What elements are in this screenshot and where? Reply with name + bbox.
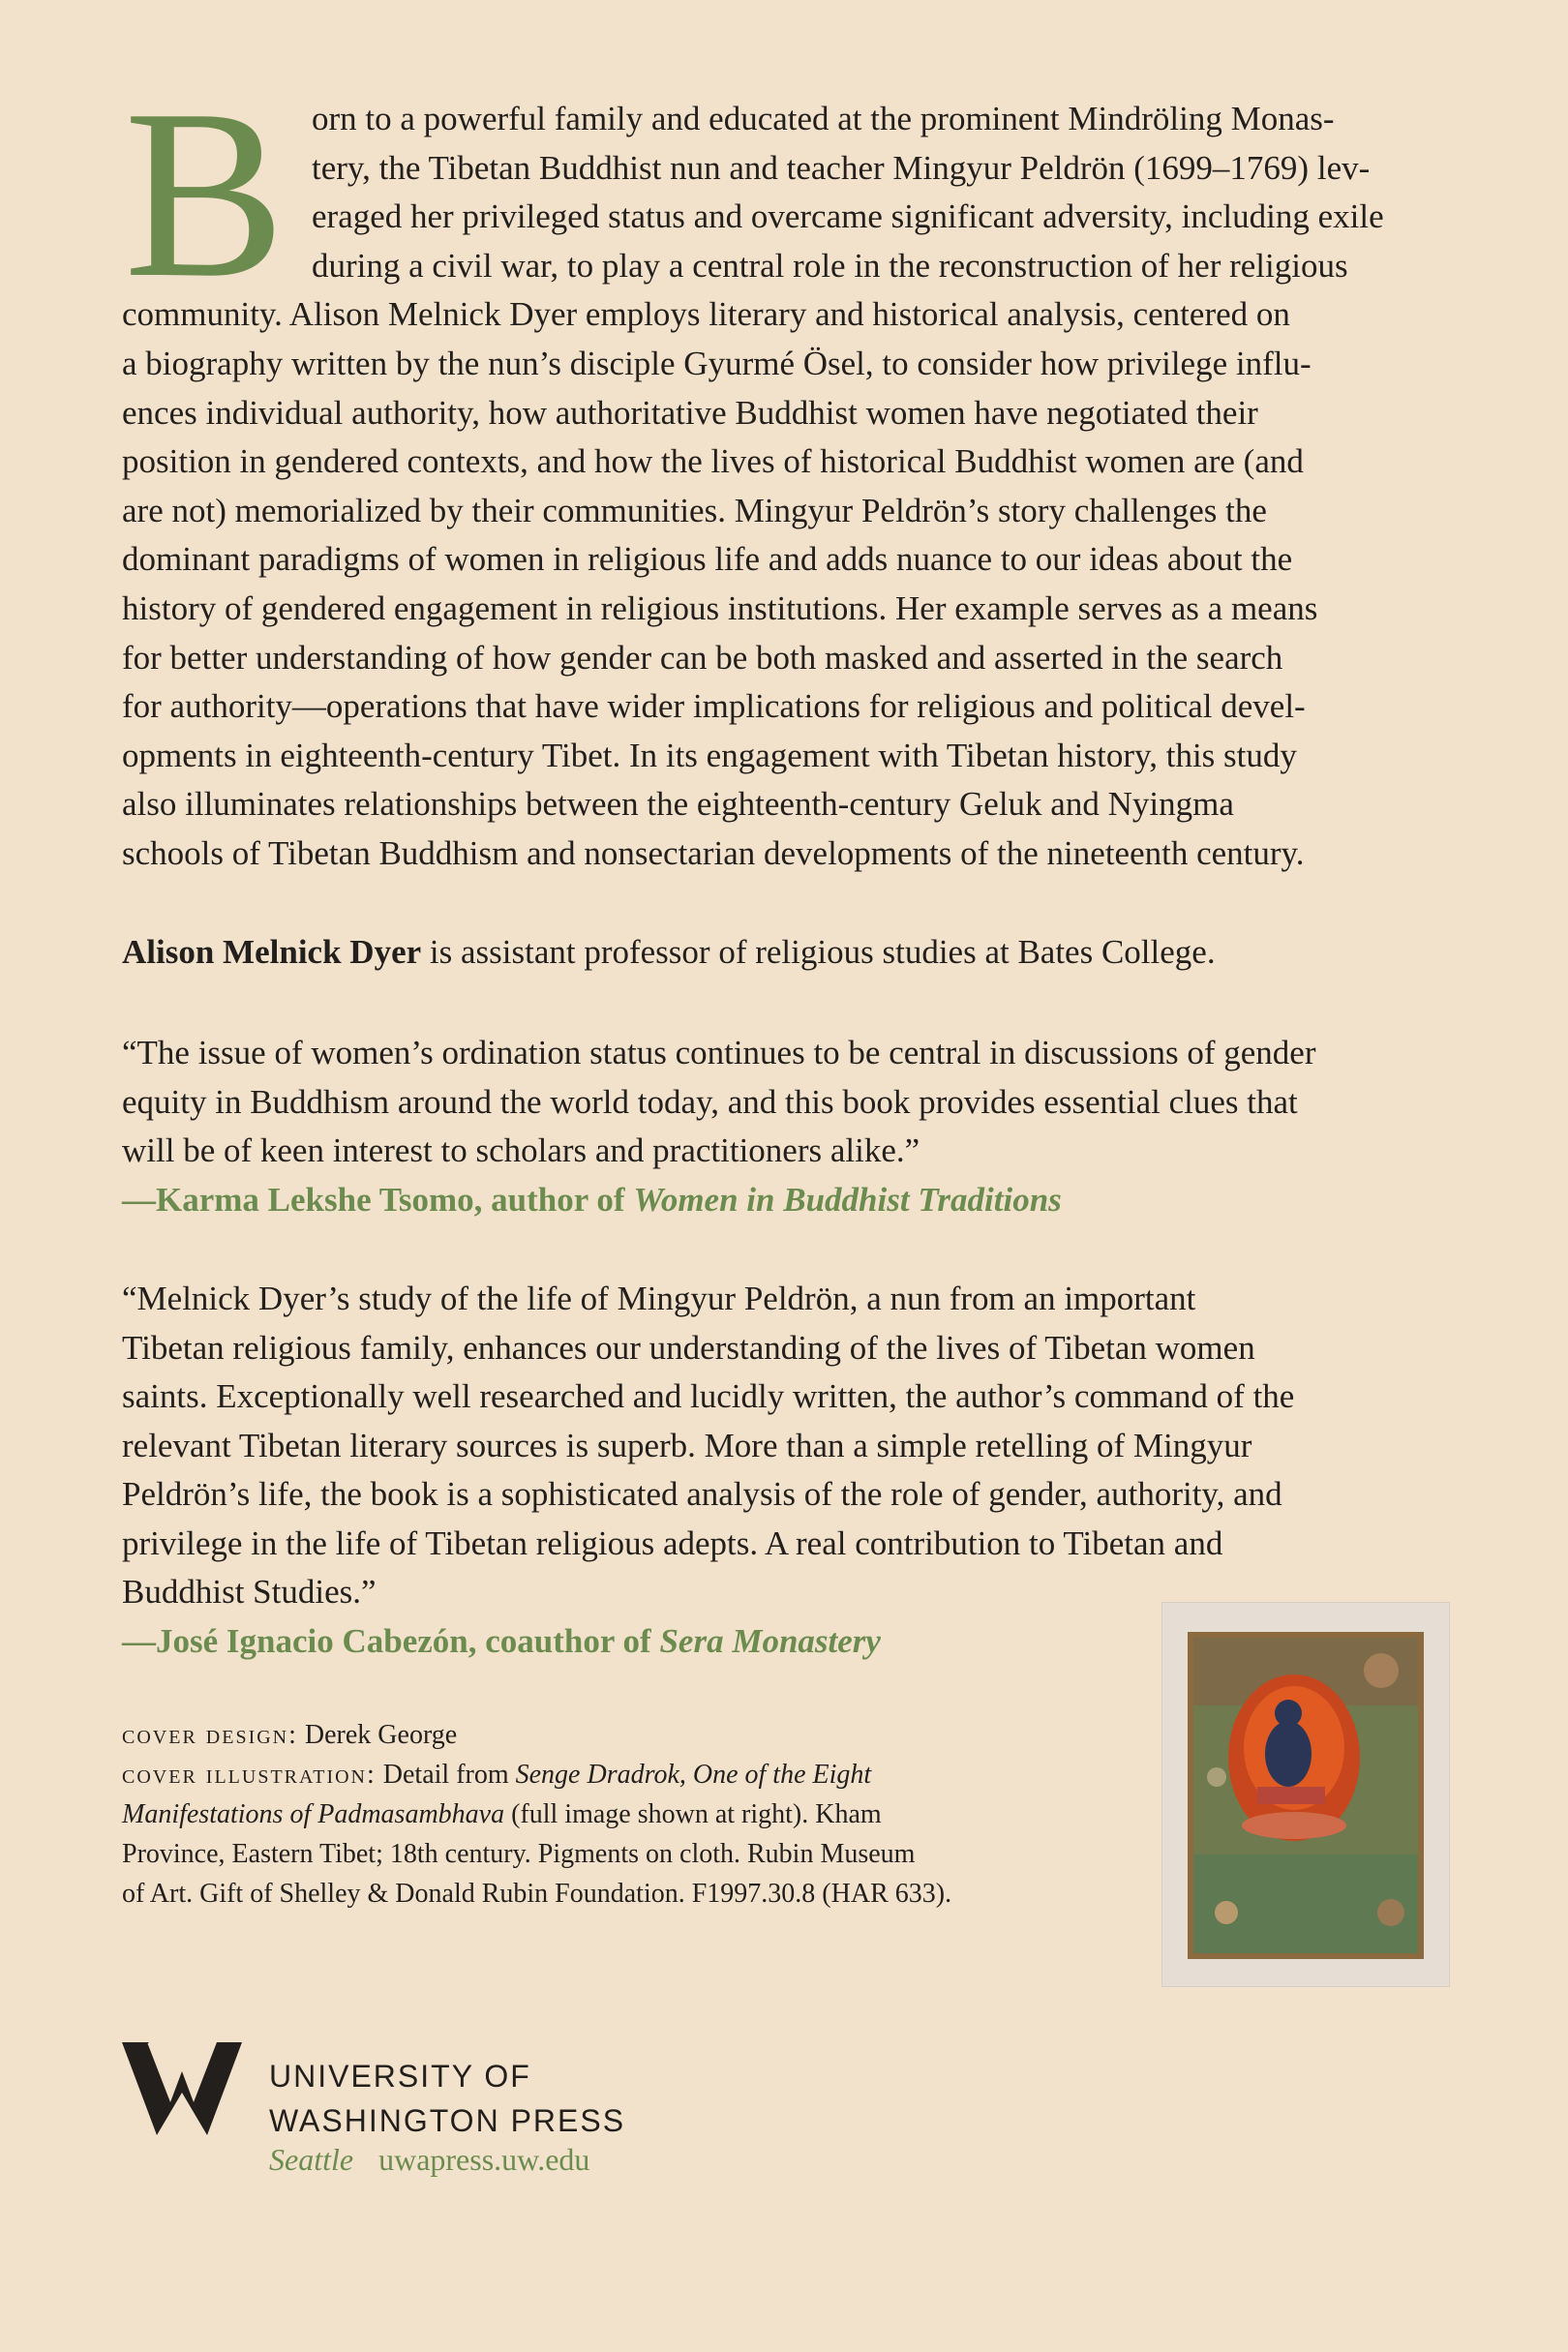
credit-label: cover illustration: <box>122 1760 377 1790</box>
cover-illustration-credit <box>122 1755 1090 1794</box>
attribution-name: —José Ignacio Cabezón, coauthor of <box>122 1621 660 1660</box>
description-line: tery, the Tibetan Buddhist nun and teacher Mingyur Peldrön (1699–1769) lev- <box>312 148 1371 187</box>
author-bio <box>122 933 1448 972</box>
quote-line: “The issue of women’s ordination status continues to be central in discussions of gender <box>122 1034 1316 1071</box>
description-line: during a civil war, to play a central role in the reconstruction of her religious <box>312 246 1348 285</box>
description-line: a biography written by the nun’s disciple Gyurmé Ösel, to consider how privilege influ- <box>122 344 1312 382</box>
attribution-work: Sera Monastery <box>659 1621 881 1660</box>
description-line: position in gendered contexts, and how the lives of historical Buddhist women are (and <box>122 442 1304 481</box>
drop-cap: B <box>124 60 286 328</box>
attribution-work: Women in Buddhist Traditions <box>633 1180 1062 1219</box>
description-line: history of gendered engagement in religious institutions. Her example serves as a means <box>122 588 1318 627</box>
credit-label: cover design: <box>122 1720 298 1750</box>
description-line: are not) memorialized by their communities. Mingyur Peldrön’s story challenges the <box>122 491 1267 529</box>
credit-line: of Art. Gift of Shelley & Donald Rubin Foundation. F1997.30.8 (HAR 633). <box>122 1879 952 1909</box>
description-line: ences individual authority, how authoritative Buddhist women have negotiated their <box>122 393 1258 432</box>
attribution-name: —Karma Lekshe Tsomo, author of <box>122 1180 634 1219</box>
description-line: eraged her privileged status and overcame significant adversity, including exile <box>312 197 1384 236</box>
quote-line: relevant Tibetan literary sources is superb. More than a simple retelling of Mingyur <box>122 1426 1252 1464</box>
press-url[interactable]: uwapress.uw.edu <box>378 2142 590 2177</box>
press-name-line: UNIVERSITY OF <box>269 2059 531 2094</box>
credit-value: Derek George <box>297 1720 458 1750</box>
quote-line: Tibetan religious family, enhances our understanding of the lives of Tibetan women <box>122 1328 1255 1367</box>
quote-line: saints. Exceptionally well researched and lucidly written, the author’s command of the <box>122 1377 1295 1415</box>
description-line: opments in eighteenth-century Tibet. In its engagement with Tibetan history, this study <box>122 736 1297 774</box>
endorsement-1 <box>122 1029 1448 1224</box>
quote-line: Peldrön’s life, the book is a sophisticated analysis of the role of gender, authority, and <box>122 1475 1282 1513</box>
press-name <box>269 2054 625 2143</box>
press-logo-icon <box>122 2042 242 2135</box>
credit-text: (full image shown at right). Kham <box>504 1799 882 1829</box>
painting-illustration <box>1188 1632 1424 1959</box>
quote-line: privilege in the life of Tibetan religious adepts. A real contribution to Tibetan and <box>122 1523 1223 1562</box>
quote-line: Buddhist Studies.” <box>122 1573 377 1611</box>
description-line: schools of Tibetan Buddhism and nonsectarian developments of the nineteenth century. <box>122 833 1305 872</box>
artwork-title: Manifestations of Padmasambhava <box>122 1799 505 1829</box>
description-line: community. Alison Melnick Dyer employs literary and historical analysis, centered on <box>122 295 1290 334</box>
quote-line: will be of keen interest to scholars and practitioners alike.” <box>122 1131 920 1169</box>
press-name-line: WASHINGTON PRESS <box>269 2103 626 2138</box>
description-line: dominant paradigms of women in religious life and adds nuance to our ideas about the <box>122 540 1293 579</box>
description-line: for better understanding of how gender can be both masked and asserted in the search <box>122 638 1283 677</box>
quote-line: “Melnick Dyer’s study of the life of Mingyur Peldrön, a nun from an important <box>122 1280 1196 1317</box>
author-name: Alison Melnick Dyer <box>122 933 422 971</box>
credit-line <box>122 1794 1090 1834</box>
quote-line: equity in Buddhism around the world today, and this book provides essential clues that <box>122 1082 1298 1121</box>
quote-attribution <box>122 1176 1448 1225</box>
thangka-painting-image <box>1161 1602 1450 1987</box>
artwork-title: Senge Dradrok, One of the Eight <box>515 1760 872 1790</box>
credit-line: Province, Eastern Tibet; 18th century. Pigments on cloth. Rubin Museum <box>122 1839 916 1869</box>
press-location <box>269 2142 589 2178</box>
description-line: for authority—operations that have wider implications for religious and political devel- <box>122 687 1306 726</box>
author-bio-text: is assistant professor of religious studies at Bates College. <box>421 933 1216 971</box>
press-city: Seattle <box>269 2142 354 2177</box>
cover-design-credit <box>122 1715 1090 1755</box>
description-line: also illuminates relationships between the eighteenth-century Geluk and Nyingma <box>122 785 1234 824</box>
description-line: orn to a powerful family and educated at the prominent Mindröling Monas- <box>312 100 1335 137</box>
cover-credits <box>122 1715 1090 1914</box>
credit-text: Detail from <box>376 1760 516 1790</box>
book-description <box>122 60 1448 879</box>
